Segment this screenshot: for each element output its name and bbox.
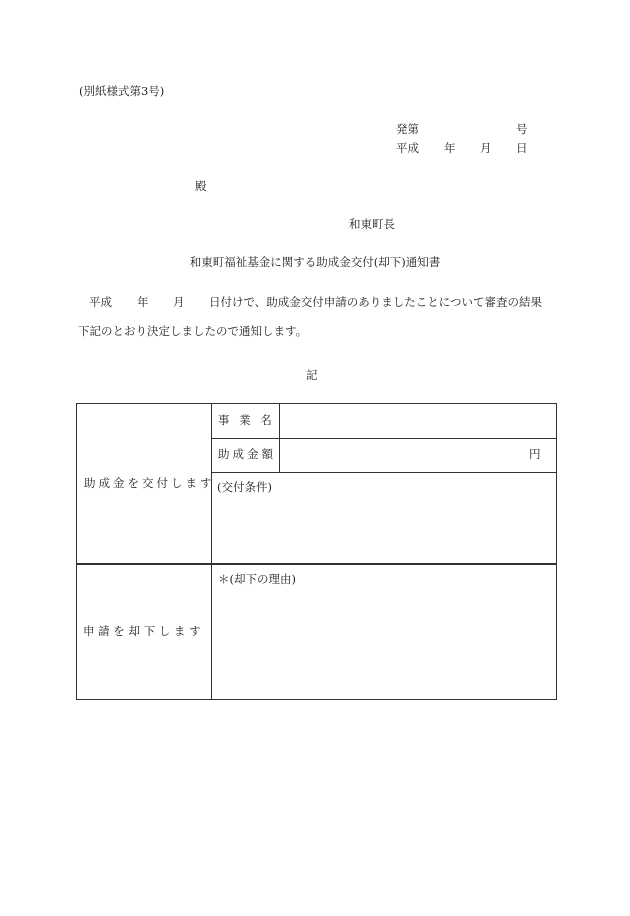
divider-sections: [77, 563, 556, 565]
issue-number-line: [396, 124, 528, 138]
body-year: 年: [137, 295, 149, 309]
vertical-divider: [211, 404, 212, 699]
document-title: 和東町福祉基金に関する助成金交付(却下)通知書: [189, 255, 441, 269]
date-era: 平成: [396, 141, 419, 155]
body-line-2: 下記のとおり決定しましたので通知します。: [78, 324, 308, 338]
form-number: (別紙様式第3号): [79, 84, 165, 98]
body-line-1: [81, 297, 559, 311]
project-name-label: 事 業 名: [218, 413, 275, 427]
issue-prefix: 発第: [396, 122, 419, 136]
body-era: 平成: [89, 295, 112, 309]
issue-date-line: [396, 143, 528, 157]
conditions-label: (交付条件): [217, 480, 272, 494]
ki-heading: 記: [306, 368, 318, 382]
divider-grant-amount: [211, 472, 556, 473]
date-year: 年: [444, 141, 456, 155]
date-month: 月: [480, 141, 492, 155]
reject-section-label: 申 請 を 却 下 し ま す: [83, 624, 201, 638]
grant-section-label: 助成金を交付します: [84, 476, 215, 490]
addressee-suffix: 殿: [195, 179, 207, 193]
decision-table: [76, 403, 557, 700]
body-month: 月: [173, 295, 185, 309]
grant-amount-label: 助成金額: [218, 447, 276, 461]
body-text-1: 日付けで、助成金交付申請のありましたことについて審査の結果: [209, 295, 543, 309]
divider-label-column: [279, 404, 280, 473]
date-day: 日: [516, 141, 528, 155]
issuer-name: 和東町長: [349, 217, 395, 231]
divider-project-name: [211, 438, 556, 439]
reject-reason-label: ＊(却下の理由): [218, 572, 296, 586]
yen-unit: 円: [529, 447, 541, 461]
issue-suffix: 号: [516, 122, 528, 136]
